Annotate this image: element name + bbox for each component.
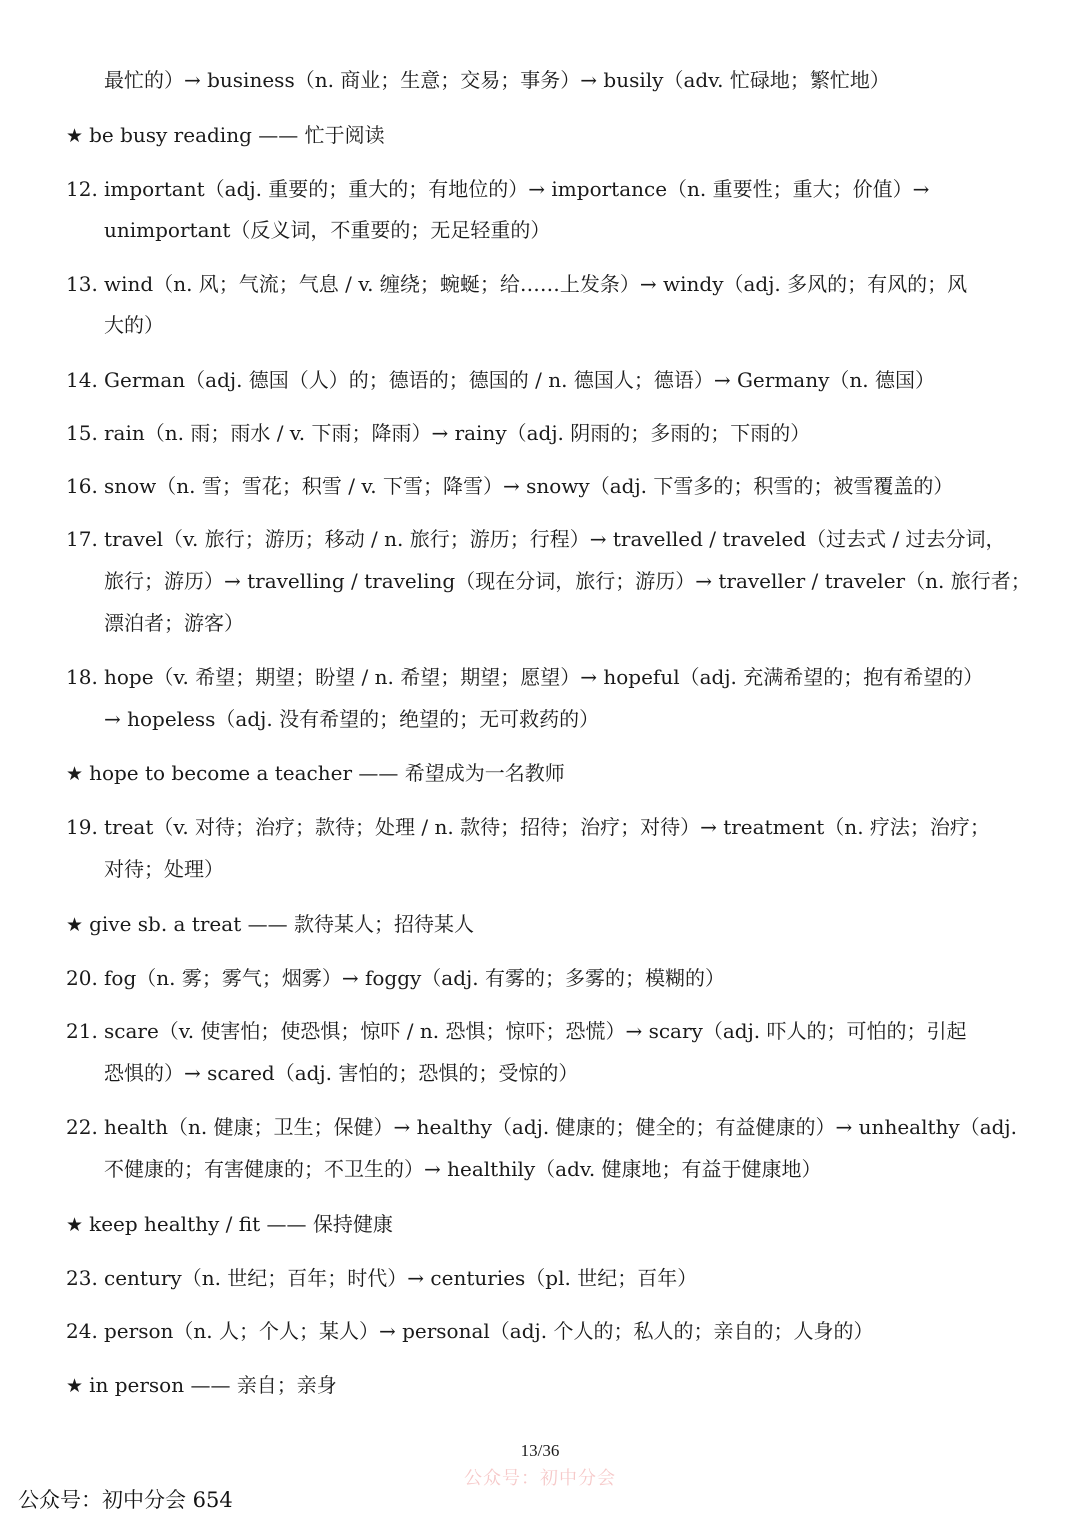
phrase-text: in person —— 亲自；亲身: [89, 1373, 337, 1397]
phrase-item: [66, 1372, 337, 1399]
entry-14-line-1: German（adj. 德国（人）的；德语的；德国的 / n. 德国人；德语）→ Germany（n. 德国）: [104, 368, 935, 392]
entry-17-line-1: travel（v. 旅行；游历；移动 / n. 旅行；游历；行程）→ travelled / traveled（过去式 / 过去分词，: [104, 527, 1006, 551]
entry-number: 18.: [66, 665, 98, 689]
entry-13-line-1: wind（n. 风；气流；气息 / v. 缠绕；蜿蜒；给……上发条）→ windy（adj. 多风的；有风的；风: [104, 272, 968, 296]
entry-11-continuation: 最忙的）→ business（n. 商业；生意；交易；事务）→ busily（adv. 忙碌地；繁忙地）: [104, 68, 890, 92]
entry-23-line-1: century（n. 世纪；百年；时代）→ centuries（pl. 世纪；百年）: [104, 1266, 698, 1290]
entry-number: 21.: [66, 1019, 98, 1043]
entry-number: 24.: [66, 1319, 98, 1343]
entry-13-line-2: 大的）: [104, 313, 164, 337]
entry-number: 13.: [66, 272, 98, 296]
entry-number: 14.: [66, 368, 98, 392]
entry-12-line-1: important（adj. 重要的；重大的；有地位的）→ importance（n. 重要性；重大；价值）→: [104, 177, 930, 201]
watermark: 公众号：初中分会: [464, 1468, 616, 1489]
phrase-item: [66, 1211, 393, 1238]
entry-21-line-1: scare（v. 使害怕；使恐惧；惊吓 / n. 恐惧；惊吓；恐慌）→ scary（adj. 吓人的；可怕的；引起: [104, 1019, 967, 1043]
entry-16-line-1: snow（n. 雪；雪花；积雪 / v. 下雪；降雪）→ snowy（adj. 下雪多的；积雪的；被雪覆盖的）: [104, 474, 954, 498]
page-number: 13/36: [520, 1441, 560, 1460]
entry-18-line-1: hope（v. 希望；期望；盼望 / n. 希望；期望；愿望）→ hopeful（adj. 充满希望的；抱有希望的）: [104, 665, 984, 689]
phrase-text: keep healthy / fit —— 保持健康: [89, 1212, 393, 1236]
phrase-text: give sb. a treat —— 款待某人；招待某人: [89, 912, 474, 936]
entry-number: 12.: [66, 177, 98, 201]
star-icon: ★: [66, 1214, 90, 1236]
entry-number: 22.: [66, 1115, 98, 1139]
entry-19-line-2: 对待；处理）: [104, 857, 224, 881]
entry-18-line-2: → hopeless（adj. 没有希望的；绝望的；无可救药的）: [104, 707, 600, 731]
entry-number: 16.: [66, 474, 98, 498]
entry-number: 17.: [66, 527, 98, 551]
star-icon: ★: [66, 1375, 90, 1397]
star-icon: ★: [66, 763, 90, 785]
entry-number: 19.: [66, 815, 98, 839]
phrase-item: [66, 911, 474, 938]
phrase-text: be busy reading —— 忙于阅读: [89, 123, 385, 147]
entry-20-line-1: fog（n. 雾；雾气；烟雾）→ foggy（adj. 有雾的；多雾的；模糊的）: [104, 966, 725, 990]
entry-21-line-2: 恐惧的）→ scared（adj. 害怕的；恐惧的；受惊的）: [104, 1061, 579, 1085]
entry-15-line-1: rain（n. 雨；雨水 / v. 下雨；降雨）→ rainy（adj. 阴雨的；多雨的；下雨的）: [104, 421, 811, 445]
phrase-item: [66, 760, 565, 787]
entry-number: 23.: [66, 1266, 98, 1290]
phrase-text: hope to become a teacher —— 希望成为一名教师: [89, 761, 565, 785]
entry-number: 20.: [66, 966, 98, 990]
phrase-item: [66, 122, 385, 149]
entry-number: 15.: [66, 421, 98, 445]
footer-caption: 公众号：初中分会 654: [18, 1488, 233, 1512]
star-icon: ★: [66, 125, 90, 147]
entry-22-line-2: 不健康的；有害健康的；不卫生的）→ healthily（adv. 健康地；有益于健康地）: [104, 1157, 822, 1181]
entry-17-line-3: 漂泊者；游客）: [104, 611, 244, 635]
star-icon: ★: [66, 914, 90, 936]
entry-12-line-2: unimportant（反义词，不重要的；无足轻重的）: [104, 218, 551, 242]
entry-19-line-1: treat（v. 对待；治疗；款待；处理 / n. 款待；招待；治疗；对待）→ treatment（n. 疗法；治疗；: [104, 815, 990, 839]
entry-22-line-1: health（n. 健康；卫生；保健）→ healthy（adj. 健康的；健全的；有益健康的）→ unhealthy（adj.: [104, 1115, 1017, 1139]
entry-24-line-1: person（n. 人；个人；某人）→ personal（adj. 个人的；私人的；亲自的；人身的）: [104, 1319, 874, 1343]
entry-17-line-2: 旅行；游历）→ travelling / traveling（现在分词，旅行；游历）→ traveller / traveler（n. 旅行者；: [104, 569, 1031, 593]
